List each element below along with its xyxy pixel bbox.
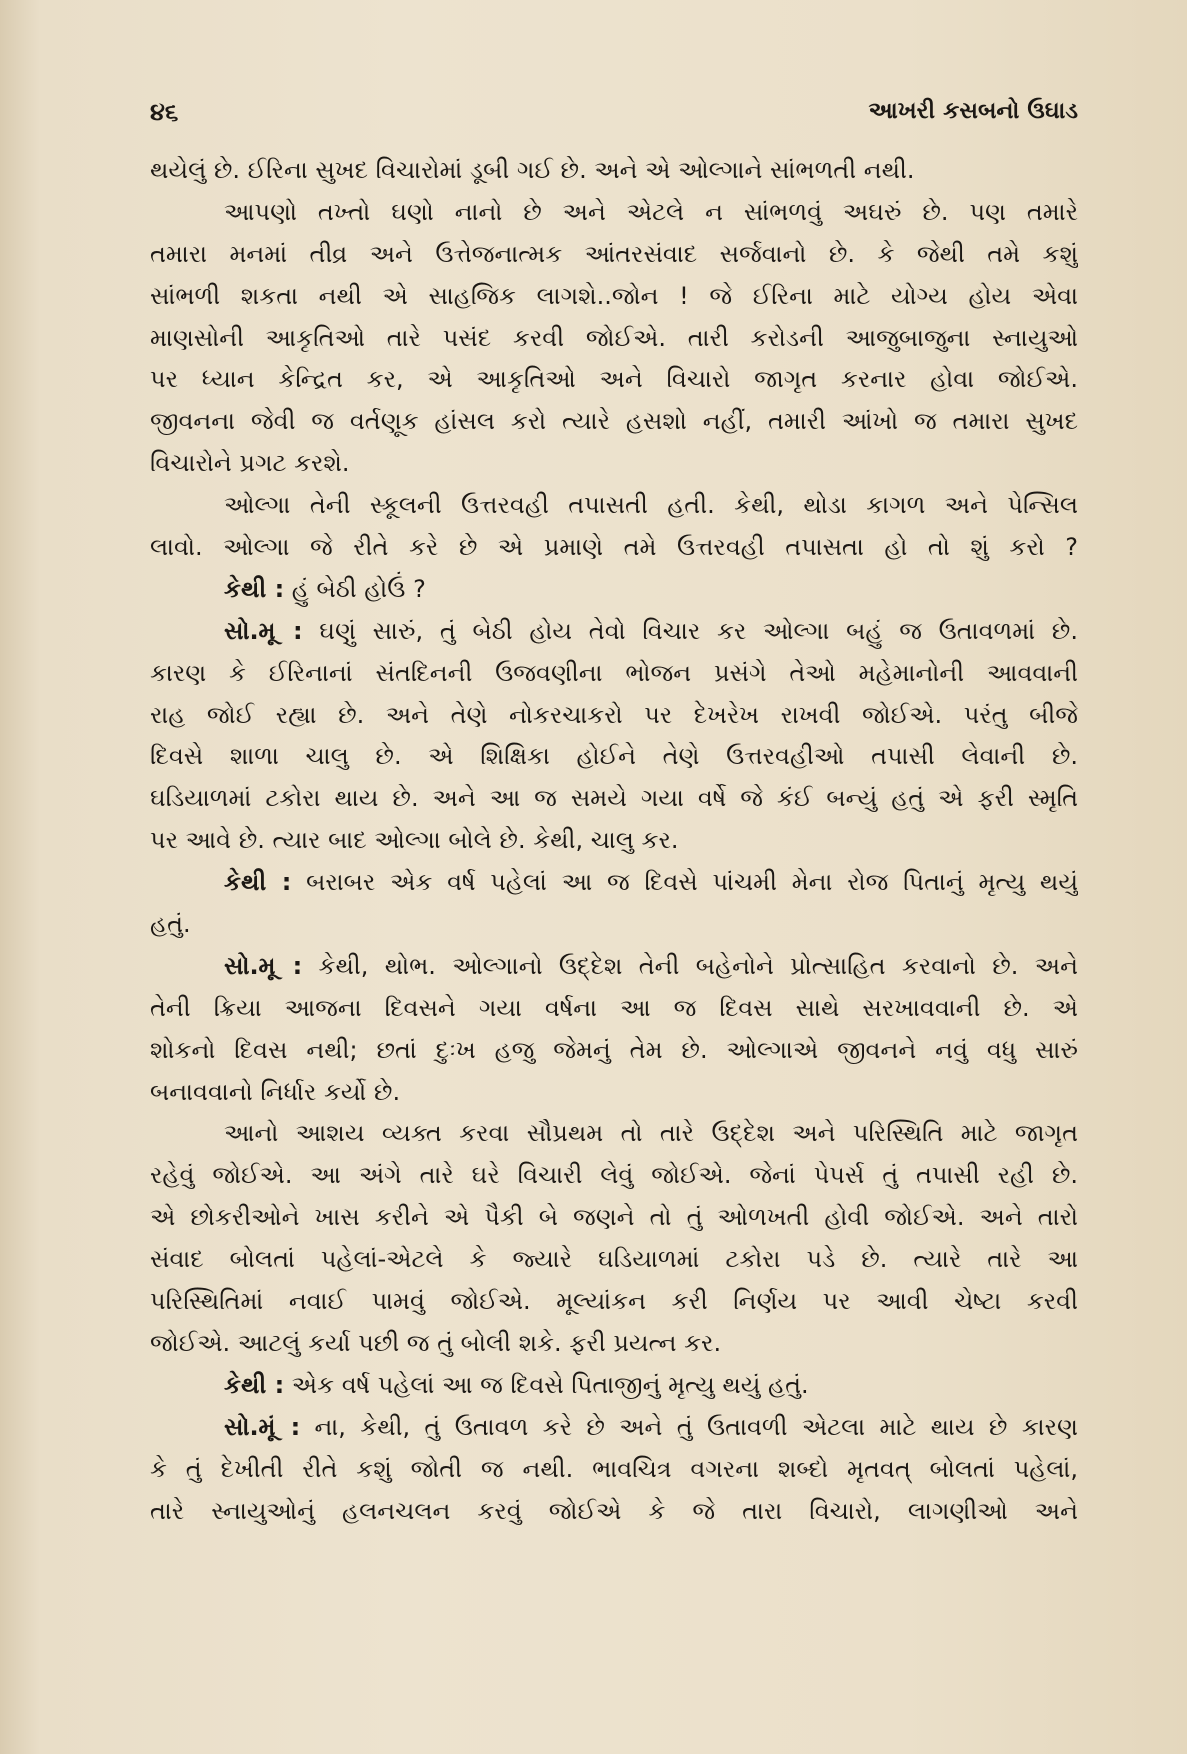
line-text: કારણ કે ઈરિનાનાં સંતદિનની ઉજવણીના ભોજન પ્રસંગે તેઓ મહેમાનોની આવવાની — [150, 658, 1078, 687]
line-text: વિચારોને પ્રગટ કરશે. — [150, 449, 350, 478]
body-text — [150, 150, 1078, 1532]
page-header — [150, 98, 1078, 138]
text-line — [150, 1449, 1078, 1491]
line-text: જોઈએ. આટલું કર્યા પછી જ તું બોલી શકે. ફરી પ્રયત્ન કર. — [150, 1328, 722, 1357]
line-text: રહેવું જોઈએ. આ અંગે તારે ઘરે વિચારી લેવું જોઈએ. જેનાં પેપર્સ તું તપાસી રહી છે. — [150, 1161, 1078, 1190]
text-line — [150, 862, 1078, 904]
text-line — [150, 988, 1078, 1030]
speaker-label: કેથી : — [224, 868, 292, 897]
line-text: હું બેઠી હોઉં ? — [284, 574, 426, 603]
text-line — [150, 1113, 1078, 1155]
line-text: ઓલ્ગા તેની સ્કૂલની ઉત્તરવહી તપાસતી હતી. કેથી, થોડા કાગળ અને પેન્સિલ — [224, 491, 1078, 520]
line-text: આનો આશય વ્યક્ત કરવા સૌપ્રથમ તો તારે ઉદ્દેશ અને પરિસ્થિતિ માટે જાગૃત — [224, 1119, 1078, 1148]
text-line — [150, 1281, 1078, 1323]
line-text: આપણો તખ્તો ઘણો નાનો છે અને એટલે ન સાંભળવું અઘરું છે. પણ તમારે — [224, 197, 1078, 226]
speaker-label: સો.મૂ : — [224, 616, 303, 645]
line-text: માણસોની આકૃતિઓ તારે પસંદ કરવી જોઈએ. તારી કરોડની આજુબાજુના સ્નાયુઓ — [150, 323, 1078, 352]
line-text: તમારા મનમાં તીવ્ર અને ઉત્તેજનાત્મક આંતરસંવાદ સર્જવાનો છે. કે જેથી તમે કશું — [150, 239, 1078, 268]
line-text: કે તું દેખીતી રીતે કશું જોતી જ નથી. ભાવચિત્ર વગરના શબ્દો મૃતવત્ બોલતાં પહેલાં, — [150, 1454, 1078, 1483]
line-text: ઘણું સારું, તું બેઠી હોય તેવો વિચાર કર ઓલ્ગા બહું જ ઉતાવળમાં છે. — [302, 616, 1078, 645]
line-text: ઘડિયાળમાં ટકોરા થાય છે. અને આ જ સમયે ગયા વર્ષે જે કંઈ બન્યું હતું એ ફરી સ્મૃતિ — [150, 784, 1078, 813]
line-text: ના, કેથી, તું ઉતાવળ કરે છે અને તું ઉતાવળી એટલા માટે થાય છે કારણ — [300, 1412, 1078, 1441]
line-text: લાવો. ઓલ્ગા જે રીતે કરે છે એ પ્રમાણે તમે ઉત્તરવહી તપાસતા હો તો શું કરો ? — [150, 533, 1078, 562]
line-text: જીવનના જેવી જ વર્તણૂક હાંસલ કરો ત્યારે હસશો નહીં, તમારી આંખો જ તમારા સુખદ — [150, 407, 1078, 436]
line-text: તેની ક્રિયા આજના દિવસને ગયા વર્ષના આ જ દિવસ સાથે સરખાવવાની છે. એ — [150, 993, 1078, 1022]
text-line — [150, 359, 1078, 401]
text-line — [150, 569, 1078, 611]
text-line — [150, 904, 1078, 946]
line-text: પર આવે છે. ત્યાર બાદ ઓલ્ગા બોલે છે. કેથી, ચાલુ કર. — [150, 826, 679, 855]
text-line — [150, 485, 1078, 527]
page-number: ૪૬ — [150, 98, 179, 126]
speaker-label: કેથી : — [224, 574, 285, 603]
text-line — [150, 1407, 1078, 1449]
text-line — [150, 234, 1078, 276]
line-text: દિવસે શાળા ચાલુ છે. એ શિક્ષિકા હોઈને તેણે ઉત્તરવહીઓ તપાસી લેવાની છે. — [150, 742, 1078, 771]
text-line — [150, 1155, 1078, 1197]
text-line — [150, 946, 1078, 988]
text-line — [150, 276, 1078, 318]
text-line — [150, 150, 1078, 192]
text-line — [150, 1365, 1078, 1407]
line-text: પરિસ્થિતિમાં નવાઈ પામવું જોઈએ. મૂલ્યાંકન કરી નિર્ણય પર આવી ચેષ્ટા કરવી — [150, 1287, 1078, 1316]
line-text: શોકનો દિવસ નથી; છતાં દુઃખ હજુ જેમનું તેમ છે. ઓલ્ગાએ જીવનને નવું વધુ સારું — [150, 1035, 1078, 1064]
text-line — [150, 1239, 1078, 1281]
text-line — [150, 778, 1078, 820]
line-text: બરાબર એક વર્ષ પહેલાં આ જ દિવસે પાંચમી મેના રોજ પિતાનું મૃત્યુ થયું — [291, 868, 1078, 897]
line-text: તારે સ્નાયુઓનું હલનચલન કરવું જોઈએ કે જે તારા વિચારો, લાગણીઓ અને — [150, 1496, 1078, 1525]
line-text: એ છોકરીઓને ખાસ કરીને એ પૈકી બે જણને તો તું ઓળખતી હોવી જોઈએ. અને તારો — [150, 1203, 1078, 1232]
text-line — [150, 318, 1078, 360]
text-line — [150, 736, 1078, 778]
text-line — [150, 527, 1078, 569]
text-line — [150, 1491, 1078, 1533]
text-line — [150, 820, 1078, 862]
text-line — [150, 1072, 1078, 1114]
text-line — [150, 695, 1078, 737]
running-title: આખરી કસબનો ઉઘાડ — [868, 98, 1078, 124]
text-line — [150, 1197, 1078, 1239]
text-line — [150, 611, 1078, 653]
line-text: હતું. — [150, 910, 191, 939]
text-line — [150, 401, 1078, 443]
line-text: એક વર્ષ પહેલાં આ જ દિવસે પિતાજીનું મૃત્યુ થયું હતું. — [284, 1370, 809, 1399]
text-line — [150, 192, 1078, 234]
text-line — [150, 1030, 1078, 1072]
line-text: સાંભળી શકતા નથી એ સાહજિક લાગશે..જોન ! જે ઈરિના માટે યોગ્ય હોય એવા — [150, 281, 1078, 310]
line-text: કેથી, થોભ. ઓલ્ગાનો ઉદ્દેશ તેની બહેનોને પ્રોત્સાહિત કરવાનો છે. અને — [302, 951, 1078, 980]
speaker-label: કેથી : — [224, 1370, 285, 1399]
text-line — [150, 443, 1078, 485]
speaker-label: સો.મૂં : — [224, 1412, 301, 1441]
line-text: થયેલું છે. ઈરિના સુખદ વિચારોમાં ડૂબી ગઈ છે. અને એ ઓલ્ગાને સાંભળતી નથી. — [150, 156, 915, 184]
line-text: સંવાદ બોલતાં પહેલાં-એટલે કે જ્યારે ઘડિયાળમાં ટકોરા પડે છે. ત્યારે તારે આ — [150, 1245, 1078, 1274]
speaker-label: સો.મૂ : — [224, 951, 303, 980]
line-text: બનાવવાનો નિર્ધાર કર્યો છે. — [150, 1077, 401, 1106]
line-text: પર ધ્યાન કેન્દ્રિત કર, એ આકૃતિઓ અને વિચારો જાગૃત કરનાર હોવા જોઈએ. — [150, 365, 1078, 394]
line-text: રાહ જોઈ રહ્યા છે. અને તેણે નોકરચાકરો પર દેખરેખ રાખવી જોઈએ. પરંતુ બીજે — [150, 700, 1078, 729]
text-line — [150, 1323, 1078, 1365]
text-line — [150, 653, 1078, 695]
